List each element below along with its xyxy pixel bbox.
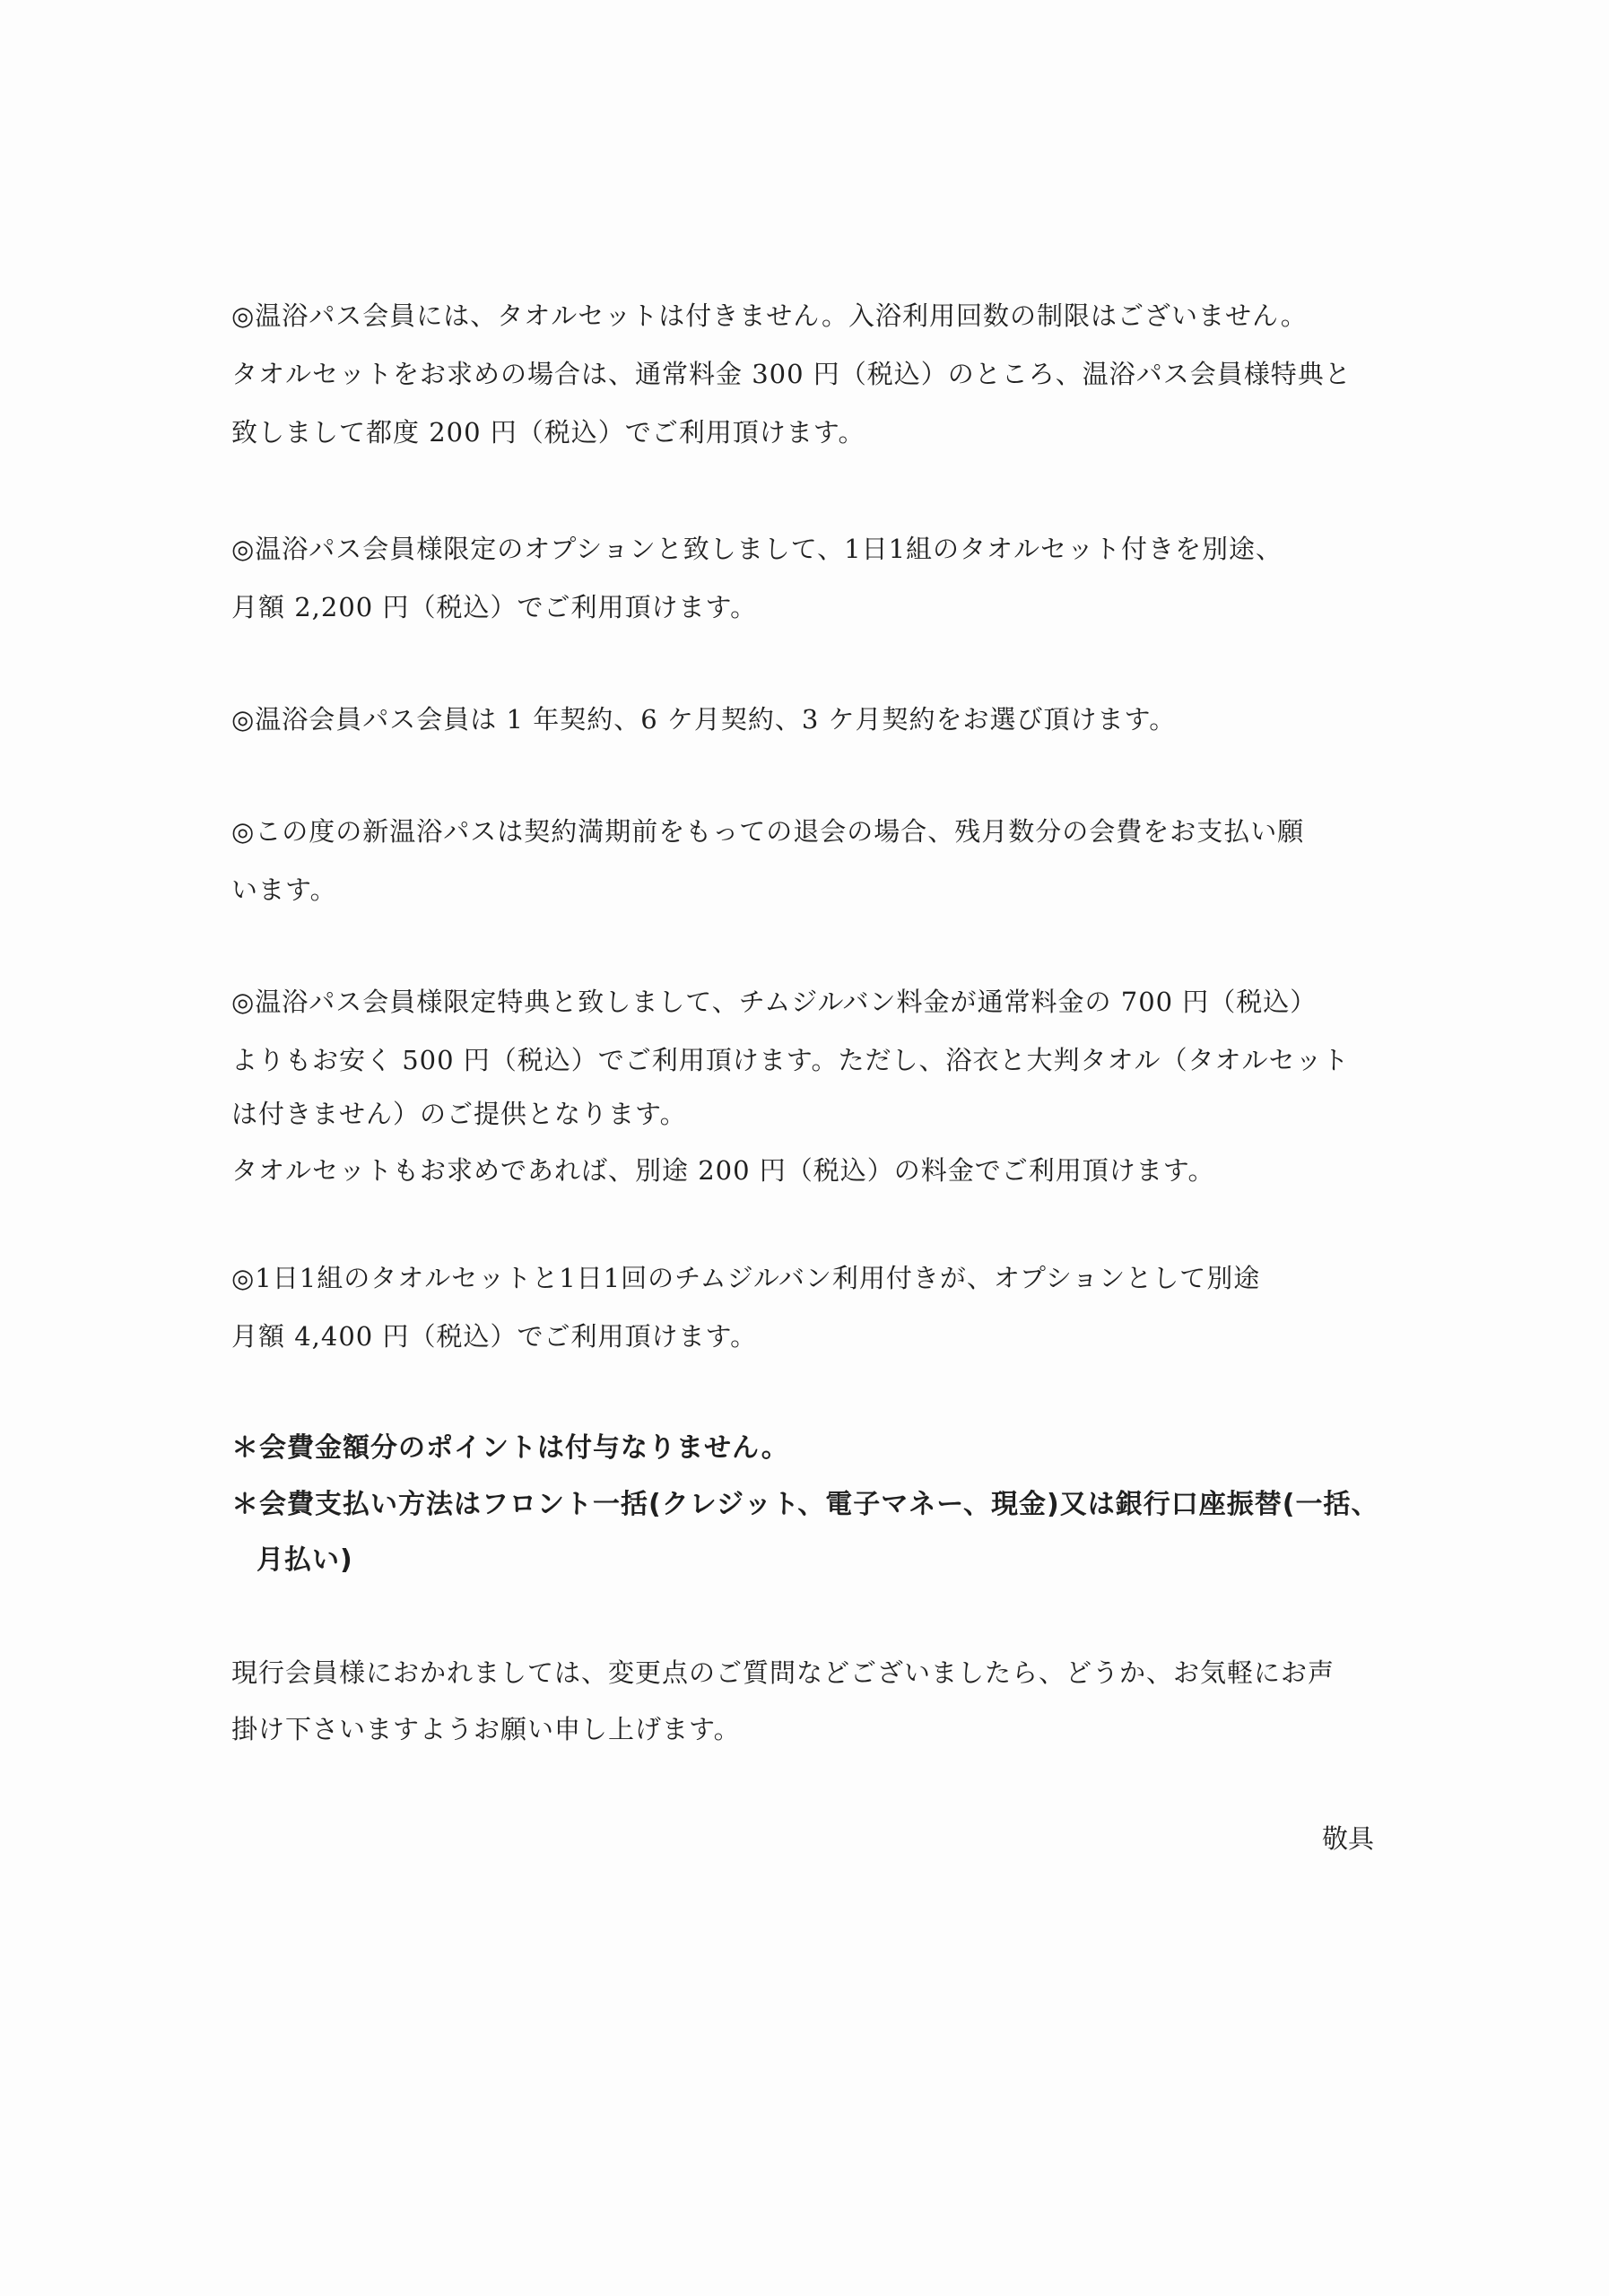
- text-line: 掛け下さいますようお願い申し上げます。: [231, 1714, 741, 1744]
- text-line: よりもお安く 500 円（税込）でご利用頂けます。ただし、浴衣と大判タオル（タオルセット: [231, 1045, 1350, 1075]
- sign-off: 敬具: [1321, 1823, 1374, 1854]
- text-line: ◎温浴会員パス会員は 1 年契約、6 ケ月契約、3 ケ月契約をお選び頂けます。: [231, 704, 1177, 735]
- note-line: 月払い): [257, 1544, 353, 1576]
- text-line: います。: [231, 874, 337, 905]
- text-line: ◎温浴パス会員様限定のオプションと致しまして、1日1組のタオルセット付きを別途、: [231, 534, 1283, 564]
- note-line: ＊会費金額分のポイントは付与なりません。: [231, 1432, 789, 1464]
- text-line: ◎温浴パス会員には、タオルセットは付きません。入浴利用回数の制限はございません。: [231, 300, 1308, 331]
- text-line: タオルセットもお求めであれば、別途 200 円（税込）の料金でご利用頂けます。: [231, 1155, 1215, 1186]
- text-line: ◎この度の新温浴パスは契約満期前をもっての退会の場合、残月数分の会費をお支払い願: [231, 816, 1305, 847]
- note-line: ＊会費支払い方法はフロント一括(クレジット、電子マネー、現金)又は銀行口座振替(一括、: [231, 1489, 1379, 1520]
- text-line: 現行会員様におかれましては、変更点のご質問などございましたら、どうか、お気軽にお声: [231, 1657, 1335, 1688]
- text-line: ◎温浴パス会員様限定特典と致しまして、チムジルバン料金が通常料金の 700 円（税込）: [231, 987, 1318, 1017]
- text-line: 致しまして都度 200 円（税込）でご利用頂けます。: [231, 417, 865, 448]
- text-line: タオルセットをお求めの場合は、通常料金 300 円（税込）のところ、温浴パス会員様特典と: [231, 359, 1352, 389]
- text-line: 月額 4,400 円（税込）でご利用頂けます。: [231, 1321, 758, 1352]
- text-line: 月額 2,200 円（税込）でご利用頂けます。: [231, 592, 758, 622]
- text-line: ◎1日1組のタオルセットと1日1回のチムジルバン利用付きが、オプションとして別途: [231, 1263, 1261, 1293]
- text-line: は付きません）のご提供となります。: [231, 1099, 687, 1129]
